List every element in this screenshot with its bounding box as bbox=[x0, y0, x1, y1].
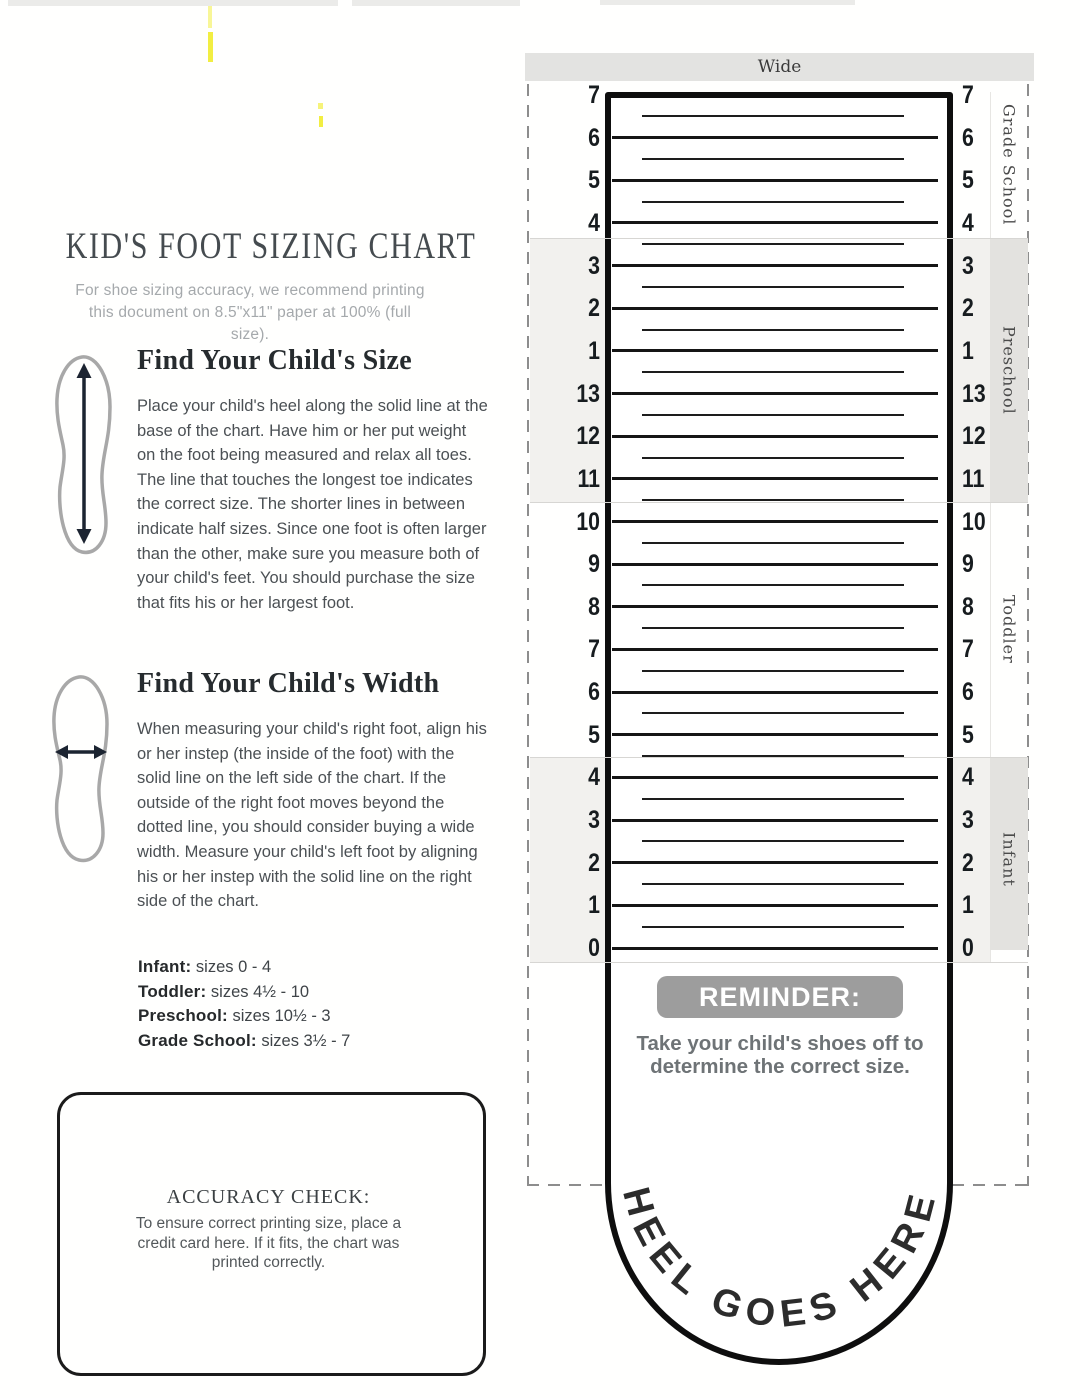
size-label-right: 13 bbox=[962, 379, 986, 408]
half-size-line bbox=[642, 798, 904, 800]
size-label-left: 7 bbox=[588, 635, 600, 664]
size-label-left: 3 bbox=[588, 251, 600, 280]
half-size-line bbox=[642, 670, 904, 672]
whole-size-line bbox=[612, 819, 938, 822]
size-label-left: 7 bbox=[588, 81, 600, 109]
size-label-left: 6 bbox=[588, 123, 600, 152]
half-size-line bbox=[642, 457, 904, 459]
whole-size-line bbox=[612, 392, 938, 395]
size-label-right: 6 bbox=[962, 123, 974, 152]
half-size-line bbox=[642, 201, 904, 203]
size-label-right: 2 bbox=[962, 294, 974, 323]
size-label-right: 0 bbox=[962, 934, 974, 962]
size-label-left: 1 bbox=[588, 336, 600, 365]
whole-size-line bbox=[612, 776, 938, 779]
whole-size-line bbox=[612, 435, 938, 438]
size-label-right: 4 bbox=[962, 763, 974, 792]
whole-size-line bbox=[612, 563, 938, 566]
half-size-line bbox=[642, 243, 904, 245]
whole-size-line bbox=[612, 349, 938, 352]
reminder-text: Take your child's shoes off to determine the correct size. bbox=[636, 1032, 924, 1078]
section-width-heading: Find Your Child's Width bbox=[137, 668, 440, 699]
size-label-left: 5 bbox=[588, 720, 600, 749]
foot-measuring-outline bbox=[605, 92, 953, 1365]
page-subtitle: For shoe sizing accuracy, we recommend printing this document on 8.5"x11" paper at 100% (full size). bbox=[75, 281, 425, 343]
foot-length-icon bbox=[50, 352, 118, 557]
size-label-left: 11 bbox=[577, 464, 600, 493]
reminder-badge: REMINDER: bbox=[657, 976, 903, 1018]
size-label-left: 3 bbox=[588, 806, 600, 835]
half-size-line bbox=[642, 627, 904, 629]
half-size-line bbox=[642, 840, 904, 842]
size-label-left: 12 bbox=[576, 422, 600, 451]
scan-smudge bbox=[8, 0, 338, 6]
section-divider bbox=[530, 502, 1028, 503]
half-size-line bbox=[642, 371, 904, 373]
size-label-left: 0 bbox=[588, 934, 600, 962]
whole-size-line bbox=[612, 733, 938, 736]
whole-size-line bbox=[612, 691, 938, 694]
wide-boundary-left-dashed-line bbox=[527, 84, 529, 1186]
half-size-line bbox=[642, 158, 904, 160]
section-width-body: When measuring your child's right foot, align his or her instep (the inside of the foot) with the solid line on the left side of the chart. If the outside of the right foot moves beyond the dotted line, you should consider buying a wide width. Measure your child's left foot by aligning his or her instep with the solid line on the right side of the chart. bbox=[137, 720, 487, 911]
size-label-right: 5 bbox=[962, 166, 974, 195]
half-size-line bbox=[642, 329, 904, 331]
section-divider bbox=[530, 962, 1028, 963]
size-label-right: 12 bbox=[962, 422, 986, 451]
size-label-left: 4 bbox=[588, 208, 600, 237]
size-label-right: 3 bbox=[962, 251, 974, 280]
scan-smudge bbox=[600, 0, 855, 5]
size-range-gradeschool: Grade School: sizes 3½ - 7 bbox=[138, 1030, 351, 1050]
svg-text:HEEL GOES HERE: HEEL GOES HERE bbox=[614, 1183, 946, 1337]
highlighter-artifact bbox=[318, 103, 323, 109]
size-ranges-list bbox=[138, 955, 350, 1053]
foot-width-icon bbox=[46, 672, 116, 864]
section-size-body: Place your child's heel along the solid line at the base of the chart. Have him or her put weight on the foot being measured and relax all toes. The line that touches the longest toe indicates the correct size. The shorter lines in between indicate half sizes. Since one foot is often larger than the other, make sure you measure both of your child's feet. You should purchase the size that fits his or her largest foot. bbox=[137, 397, 488, 612]
half-size-line bbox=[642, 883, 904, 885]
size-range-infant: Infant: sizes 0 - 4 bbox=[138, 957, 272, 976]
size-label-left: 5 bbox=[588, 166, 600, 195]
wide-boundary-bottom-left-dashed-line bbox=[527, 1184, 611, 1186]
size-label-left: 10 bbox=[576, 507, 600, 536]
half-size-line bbox=[642, 499, 904, 501]
size-label-right: 7 bbox=[962, 81, 974, 109]
size-label-right: 6 bbox=[962, 678, 974, 707]
size-label-left: 2 bbox=[588, 848, 600, 877]
size-label-right: 3 bbox=[962, 806, 974, 835]
whole-size-line bbox=[612, 861, 938, 864]
size-label-right: 11 bbox=[962, 464, 985, 493]
highlighter-artifact bbox=[319, 116, 323, 127]
size-label-right: 2 bbox=[962, 848, 974, 877]
size-label-left: 13 bbox=[576, 379, 600, 408]
size-label-right: 8 bbox=[962, 592, 974, 621]
highlighter-artifact bbox=[208, 6, 212, 28]
section-label: Preschool bbox=[999, 325, 1019, 415]
size-label-left: 2 bbox=[588, 294, 600, 323]
wide-width-header: Wide bbox=[525, 53, 1034, 81]
whole-size-line bbox=[612, 904, 938, 907]
size-label-right: 1 bbox=[962, 336, 974, 365]
whole-size-line bbox=[612, 179, 938, 182]
size-label-right: 7 bbox=[962, 635, 974, 664]
section-divider bbox=[530, 238, 1028, 239]
size-label-right: 4 bbox=[962, 208, 974, 237]
accuracy-check-body: To ensure correct printing size, place a credit card here. If it fits, the chart was printed correctly. bbox=[135, 1215, 402, 1271]
section-label: Grade School bbox=[999, 104, 1019, 226]
size-label-left: 9 bbox=[588, 550, 600, 579]
whole-size-line bbox=[612, 477, 938, 480]
whole-size-line bbox=[612, 947, 938, 950]
size-label-left: 1 bbox=[588, 891, 600, 920]
half-size-line bbox=[642, 414, 904, 416]
section-label: Toddler bbox=[999, 595, 1019, 664]
size-label-right: 9 bbox=[962, 550, 974, 579]
size-label-right: 10 bbox=[962, 507, 986, 536]
half-size-line bbox=[642, 712, 904, 714]
size-range-toddler: Toddler: sizes 4½ - 10 bbox=[138, 981, 310, 1001]
half-size-line bbox=[642, 926, 904, 928]
size-label-right: 1 bbox=[962, 891, 974, 920]
whole-size-line bbox=[612, 520, 938, 523]
whole-size-line bbox=[612, 605, 938, 608]
wide-boundary-bottom-right-dashed-line bbox=[952, 1184, 1029, 1186]
whole-size-line bbox=[612, 136, 938, 139]
whole-size-line bbox=[612, 307, 938, 310]
section-label: Infant bbox=[999, 832, 1019, 887]
half-size-line bbox=[642, 286, 904, 288]
section-divider bbox=[530, 757, 1028, 758]
whole-size-line bbox=[612, 221, 938, 224]
accuracy-check-heading: ACCURACY CHECK: bbox=[166, 1186, 371, 1208]
page-title: KID'S FOOT SIZING CHART bbox=[65, 225, 477, 267]
half-size-line bbox=[642, 115, 904, 117]
half-size-line bbox=[642, 584, 904, 586]
half-size-line bbox=[642, 755, 904, 757]
section-size-heading: Find Your Child's Size bbox=[137, 345, 413, 376]
size-label-left: 4 bbox=[588, 763, 600, 792]
size-range-preschool: Preschool: sizes 10½ - 3 bbox=[138, 1006, 331, 1026]
scan-smudge bbox=[352, 0, 520, 6]
whole-size-line bbox=[612, 264, 938, 267]
highlighter-artifact bbox=[208, 32, 213, 62]
size-label-left: 6 bbox=[588, 678, 600, 707]
half-size-line bbox=[642, 542, 904, 544]
whole-size-line bbox=[612, 648, 938, 651]
size-label-right: 5 bbox=[962, 720, 974, 749]
size-label-left: 8 bbox=[588, 592, 600, 621]
